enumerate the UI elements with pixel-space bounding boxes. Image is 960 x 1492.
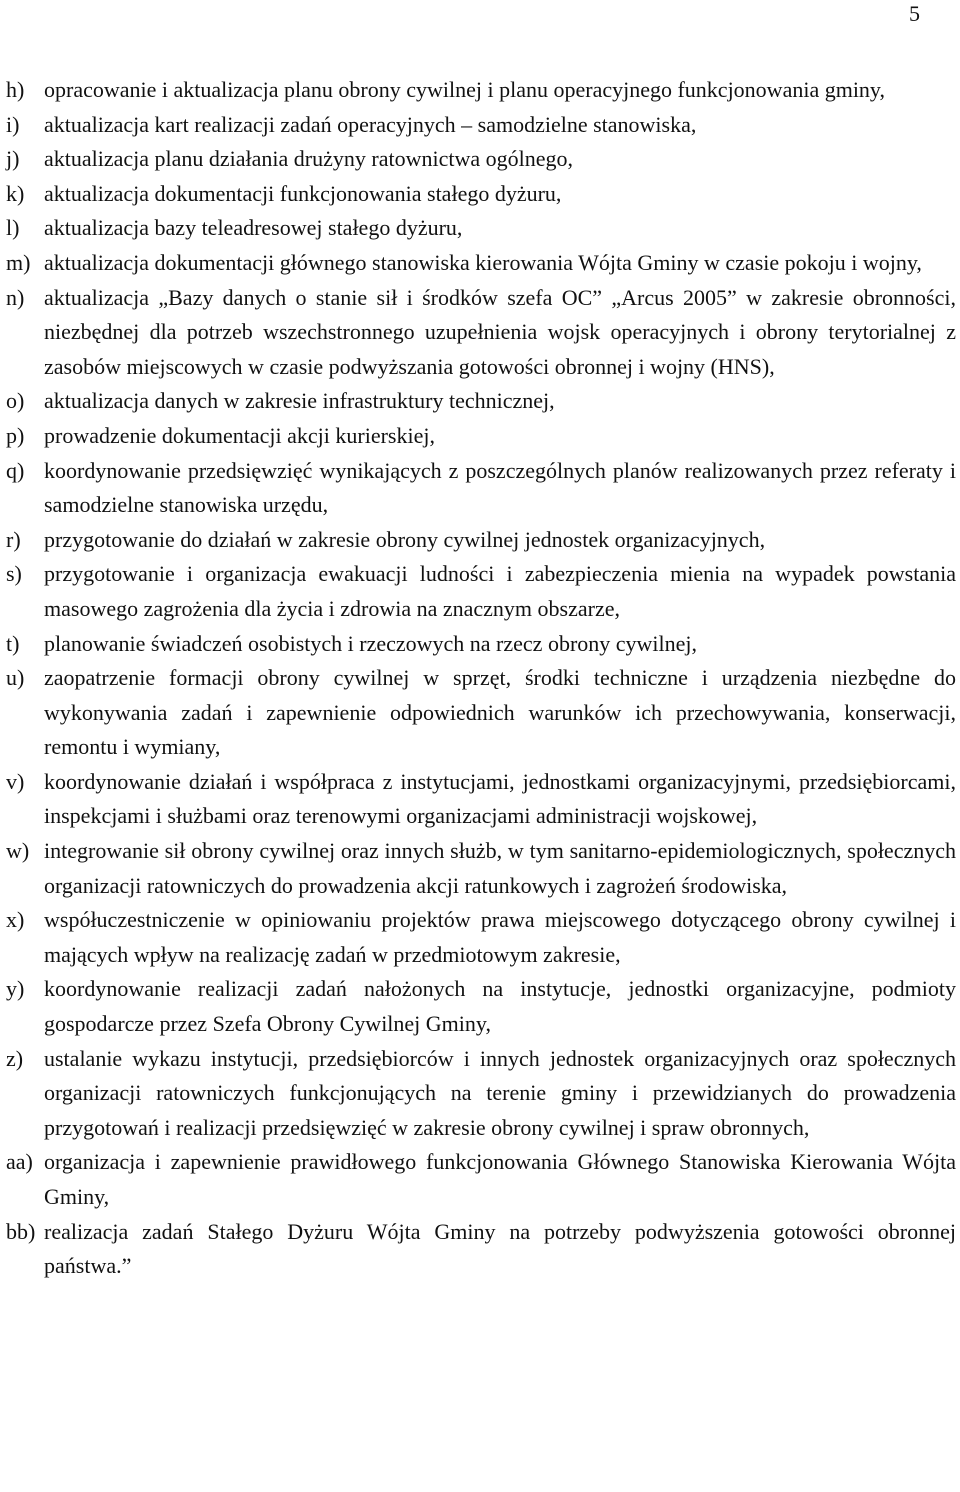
- page-number: 5: [909, 1, 920, 26]
- list-item: [0, 1145, 956, 1214]
- list-item: [0, 903, 956, 972]
- list-item-text: aktualizacja kart realizacji zadań operacyjnych – samodzielne stanowiska,: [44, 111, 697, 137]
- list-item: [0, 177, 956, 212]
- list-item: [0, 627, 956, 662]
- list-item-text: ustalanie wykazu instytucji, przedsiębiorców i innych jednostek organizacyjnych oraz społecznych organizacji ratowniczych funkcjonujących na terenie gminy i przewidzianych do prowadzenia przygotowań i realizacji przedsięwzięć w zakresie obrony cywilnej i spraw obronnych,: [44, 1045, 956, 1140]
- list-marker: h): [6, 77, 25, 102]
- list-item-text: koordynowanie realizacji zadań nałożonych na instytucje, jednostki organizacyjne, podmioty gospodarcze przez Szefa Obrony Cywilnej Gminy,: [44, 976, 956, 1037]
- list-item-text: przygotowanie do działań w zakresie obrony cywilnej jednostek organizacyjnych,: [44, 526, 766, 552]
- list-marker: aa): [6, 1149, 33, 1175]
- list-item: [0, 211, 956, 246]
- task-list: [0, 73, 956, 1284]
- list-item-text: organizacja i zapewnienie prawidłowego funkcjonowania Głównego Stanowiska Kierowania Wójta Gminy,: [44, 1149, 956, 1209]
- list-item: [0, 384, 956, 419]
- list-item: [0, 73, 956, 108]
- list-marker: t): [6, 630, 20, 656]
- list-item-text: koordynowanie przedsięwzięć wynikających z poszczególnych planów realizowanych przez referaty i samodzielne stanowiska urzędu,: [44, 457, 956, 518]
- list-item-text: aktualizacja danych w zakresie infrastruktury technicznej,: [44, 388, 555, 414]
- list-marker: o): [6, 388, 25, 414]
- list-marker: z): [6, 1045, 24, 1071]
- list-item-text: aktualizacja dokumentacji głównego stanowiska kierowania Wójta Gminy w czasie pokoju i wojny,: [44, 249, 922, 275]
- list-marker: j): [6, 146, 20, 172]
- list-marker: n): [6, 284, 25, 310]
- list-marker: bb): [6, 1218, 36, 1244]
- list-marker: v): [6, 768, 25, 794]
- list-item-text: koordynowanie działań i współpraca z instytucjami, jednostkami organizacyjnymi, przedsiębiorcami, inspekcjami i służbami oraz terenowymi organizacjami administracji wojskowej,: [44, 768, 956, 829]
- list-item-text: aktualizacja „Bazy danych o stanie sił i środków szefa OC” „Arcus 2005” w zakresie obronności, niezbędnej dla potrzeb wszechstronnego uzupełnienia wojsk operacyjnych i obrony terytorialnej z zasobów miejscowych w czasie podwyższania gotowości obronnej i wojny (HNS),: [44, 284, 956, 379]
- list-item: [0, 834, 956, 903]
- list-marker: p): [6, 422, 25, 448]
- list-item-text: aktualizacja dokumentacji funkcjonowania stałego dyżuru,: [44, 180, 562, 206]
- list-marker: k): [6, 180, 25, 206]
- list-item-text: planowanie świadczeń osobistych i rzeczowych na rzecz obrony cywilnej,: [44, 630, 698, 656]
- list-item: [0, 1042, 956, 1146]
- list-item: [0, 419, 956, 454]
- list-item-text: realizacja zadań Stałego Dyżuru Wójta Gminy na potrzeby podwyższenia gotowości obronnej państwa.”: [44, 1218, 956, 1279]
- list-item: [0, 1215, 956, 1284]
- list-marker: s): [6, 561, 22, 587]
- list-item: [0, 246, 956, 281]
- list-item-text: aktualizacja bazy teleadresowej stałego dyżuru,: [44, 215, 463, 241]
- list-item: [0, 108, 956, 143]
- list-item: [0, 972, 956, 1041]
- list-item: [0, 523, 956, 558]
- list-item-text: zaopatrzenie formacji obrony cywilnej w sprzęt, środki techniczne i urządzenia niezbędne do wykonywania zadań i zapewnienie odpowiednich warunków ich przechowywania, konserwacji, remontu i wymiany,: [44, 665, 956, 760]
- list-item-text: aktualizacja planu działania drużyny ratownictwa ogólnego,: [44, 146, 574, 172]
- list-item: [0, 454, 956, 523]
- list-marker: r): [6, 526, 21, 552]
- list-marker: x): [6, 907, 25, 933]
- list-item: [0, 142, 956, 177]
- list-marker: w): [6, 838, 30, 864]
- list-marker: i): [6, 111, 20, 137]
- list-item-text: integrowanie sił obrony cywilnej oraz innych służb, w tym sanitarno-epidemiologicznych, społecznych organizacji ratowniczych do prowadzenia akcji ratunkowych i zagrożeń środowiska,: [44, 838, 956, 898]
- list-marker: l): [6, 215, 20, 241]
- list-item: [0, 557, 956, 626]
- list-item: [0, 765, 956, 834]
- list-marker: u): [6, 665, 25, 691]
- list-item: [0, 661, 956, 765]
- list-marker: q): [6, 457, 25, 483]
- list-item-text: współuczestniczenie w opiniowaniu projektów prawa miejscowego dotyczącego obrony cywilnej i mających wpływ na realizację zadań w przedmiotowym zakresie,: [44, 907, 956, 967]
- list-item: [0, 281, 956, 385]
- list-marker: y): [6, 976, 25, 1002]
- list-item-text: przygotowanie i organizacja ewakuacji ludności i zabezpieczenia mienia na wypadek powstania masowego zagrożenia dla życia i zdrowia na znacznym obszarze,: [44, 561, 956, 621]
- list-item-text: opracowanie i aktualizacja planu obrony cywilnej i planu operacyjnego funkcjonowania gminy,: [44, 77, 886, 102]
- list-item-text: prowadzenie dokumentacji akcji kurierskiej,: [44, 422, 435, 448]
- list-marker: m): [6, 249, 31, 275]
